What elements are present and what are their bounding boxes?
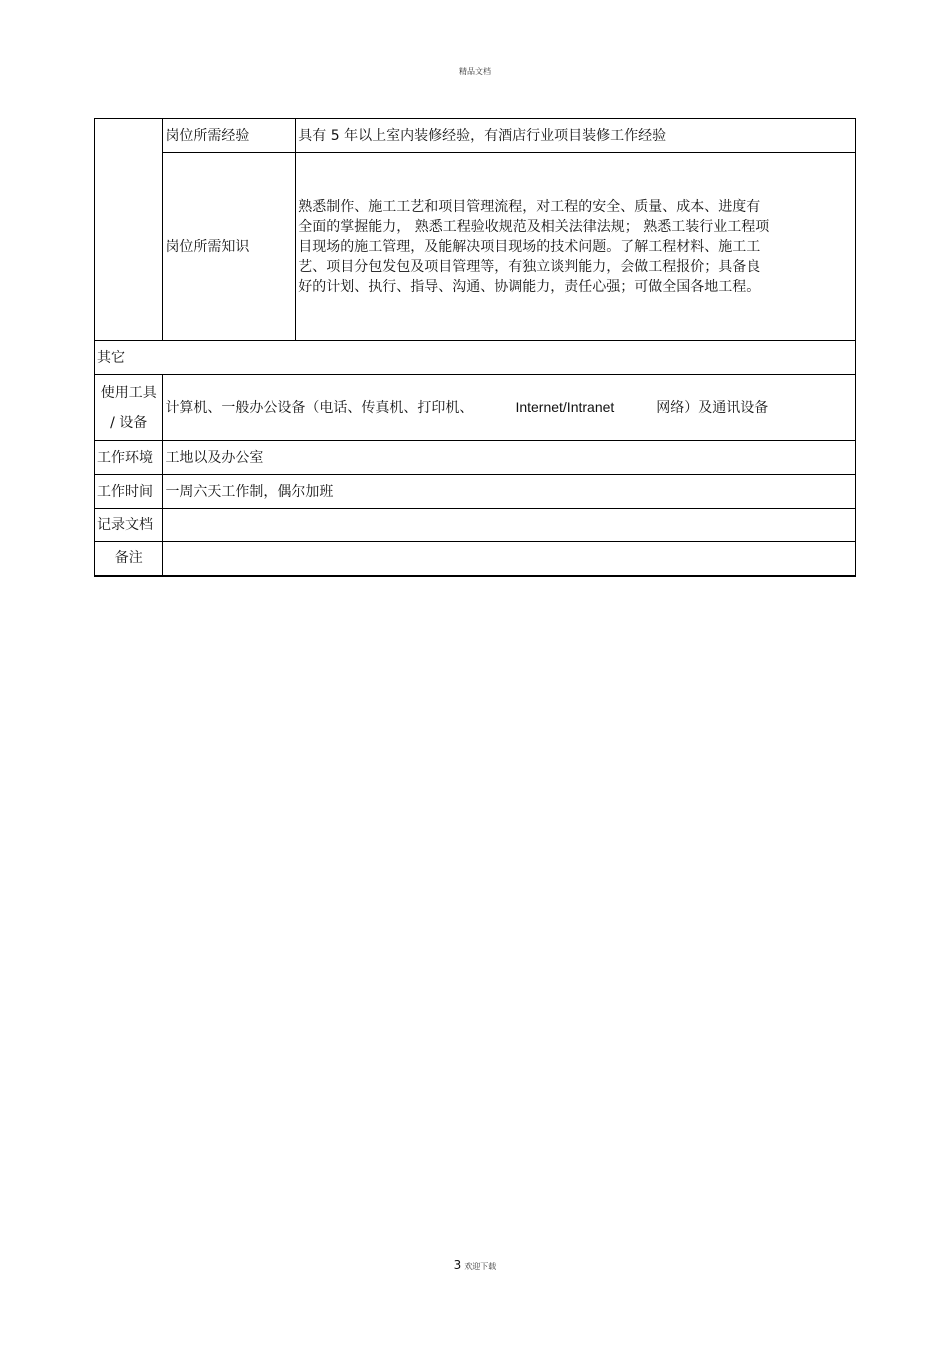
remarks-label: 备注	[95, 542, 163, 576]
job-spec-table	[94, 118, 856, 577]
table-row	[95, 375, 856, 441]
knowledge-line: 全面的掌握能力， 熟悉工程验收规范及相关法律法规； 熟悉工装行业工程项	[298, 218, 770, 235]
knowledge-label: 岗位所需知识	[163, 153, 296, 341]
tools-value-part1: 计算机、一般办公设备（电话、传真机、打印机、	[165, 400, 474, 416]
tools-label	[95, 375, 163, 441]
worktime-label: 工作时间	[95, 475, 163, 509]
table-row	[95, 341, 856, 375]
environment-label: 工作环境	[95, 441, 163, 475]
knowledge-line: 好的计划、执行、指导、沟通、协调能力，责任心强；可做全国各地工程。	[298, 278, 761, 295]
tools-label-line2: / 设备	[110, 414, 148, 431]
knowledge-line: 目现场的施工管理，及能解决项目现场的技术问题。了解工程材料、施工工	[298, 238, 761, 255]
records-label: 记录文档	[95, 509, 163, 542]
knowledge-value	[296, 153, 856, 341]
knowledge-line: 艺、项目分包发包及项目管理等，有独立谈判能力，会做工程报价；具备良	[298, 258, 761, 275]
tools-value	[163, 375, 856, 441]
experience-label: 岗位所需经验	[163, 119, 296, 153]
worktime-value: 一周六天工作制，偶尔加班	[163, 475, 856, 509]
page-header: 精品文档	[459, 67, 491, 76]
empty-category-cell	[95, 119, 163, 341]
table-row	[95, 542, 856, 576]
table-row	[95, 509, 856, 542]
table-row	[95, 475, 856, 509]
tools-label-line1: 使用工具	[100, 384, 157, 401]
remarks-value	[163, 542, 856, 576]
knowledge-line: 熟悉制作、施工工艺和项目管理流程，对工程的安全、质量、成本、进度有	[298, 198, 761, 215]
other-label: 其它	[95, 341, 856, 375]
page-number: 3	[453, 1258, 462, 1272]
environment-value: 工地以及办公室	[163, 441, 856, 475]
table-row	[95, 153, 856, 341]
tools-value-part3: 网络）及通讯设备	[656, 400, 769, 416]
table-row	[95, 441, 856, 475]
records-value	[163, 509, 856, 542]
page-footer	[0, 1258, 950, 1272]
table-row	[95, 119, 856, 153]
footer-text: 欢迎下载	[464, 1262, 497, 1271]
experience-value: 具有 5 年以上室内装修经验，有酒店行业项目装修工作经验	[296, 119, 856, 153]
tools-value-part2: Internet/Intranet	[515, 399, 615, 415]
